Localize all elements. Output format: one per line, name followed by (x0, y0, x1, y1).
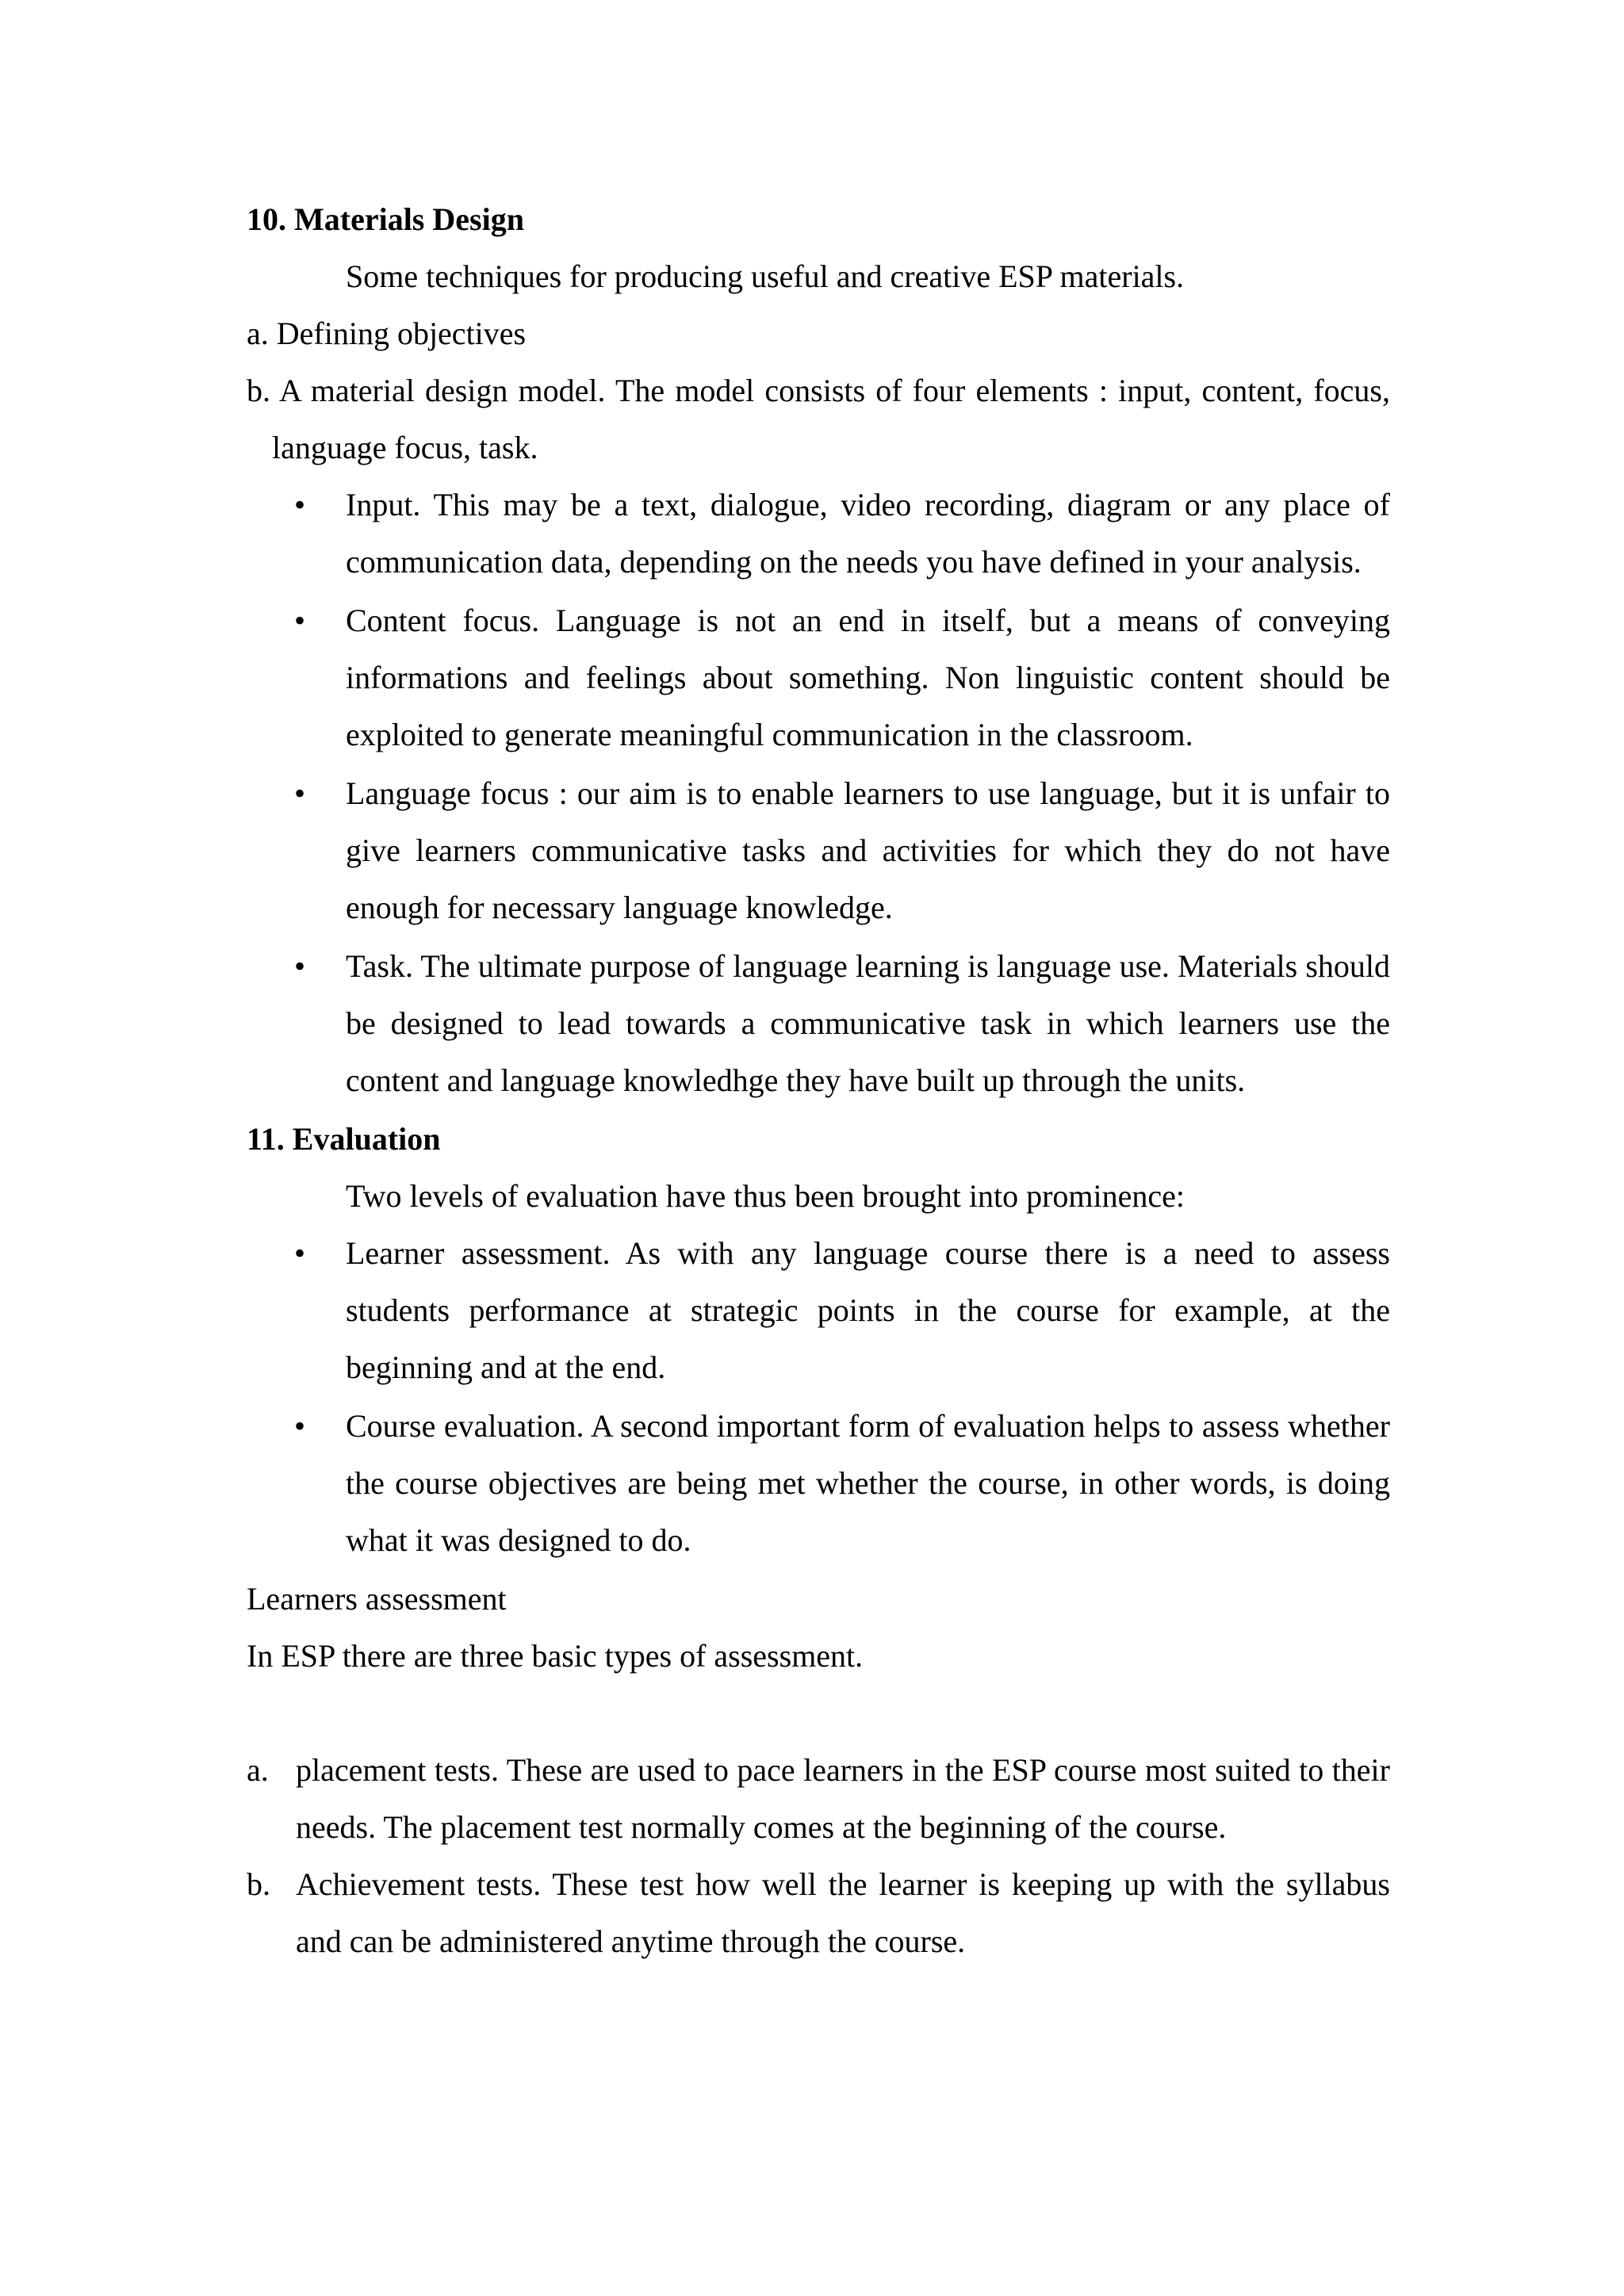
section-10-heading: 10. Materials Design (247, 201, 524, 237)
list-marker: b. (247, 1866, 270, 1902)
bullet-text: Input. This may be a text, dialogue, video recording, diagram or any place of communication data, depending on the needs you have defined in your analysis. (346, 487, 1390, 580)
materials-model-bullet-list (247, 476, 1390, 1109)
bullet-text: Language focus : our aim is to enable learners to use language, but it is unfair to give learners communicative tasks and activities for which they do not have enough for necessary language knowledge. (346, 775, 1390, 925)
bullet-icon: • (294, 1235, 306, 1271)
bullet-text: Task. The ultimate purpose of language learning is language use. Materials should be designed to lead towards a communicative task in which learners use the content and language knowledhge they have built up through the units. (346, 948, 1390, 1098)
bullet-text: Learner assessment. As with any language course there is a need to assess students performance at strategic points in the course for example, at the beginning and at the end. (346, 1235, 1390, 1385)
bullet-learner-assessment (247, 1225, 1390, 1396)
item-b-material-design-model: b. A material design model. The model consists of four elements : input, content, focus, language focus, task. (247, 373, 1390, 465)
bullet-icon: • (294, 487, 306, 522)
list-item-text: placement tests. These are used to pace learners in the ESP course most suited to their needs. The placement test normally comes at the beginning of the course. (296, 1752, 1390, 1845)
assessment-type-achievement (247, 1856, 1390, 1970)
assessment-type-placement (247, 1742, 1390, 1856)
bullet-icon: • (294, 948, 306, 984)
assessment-types-list (247, 1742, 1390, 1970)
evaluation-bullet-list (247, 1225, 1390, 1569)
bullet-text: Course evaluation. A second important form of evaluation helps to assess whether the course objectives are being met whether the course, in other words, is doing what it was designed to do. (346, 1408, 1390, 1558)
bullet-content-focus (247, 592, 1390, 763)
bullet-course-evaluation (247, 1398, 1390, 1569)
section-10-intro: Some techniques for producing useful and creative ESP materials. (346, 258, 1185, 294)
learners-assessment-subheading: Learners assessment (247, 1581, 507, 1617)
list-item-text: Achievement tests. These test how well the learner is keeping up with the syllabus and can be administered anytime through the course. (296, 1866, 1390, 1959)
document-body (247, 191, 1390, 1970)
bullet-icon: • (294, 775, 306, 811)
bullet-icon: • (294, 1408, 306, 1444)
bullet-icon: • (294, 603, 306, 638)
bullet-input (247, 476, 1390, 591)
item-a-defining-objectives: a. Defining objectives (247, 316, 527, 351)
assessment-types-lead: In ESP there are three basic types of assessment. (247, 1638, 864, 1674)
bullet-task (247, 938, 1390, 1109)
blank-line (247, 1685, 1390, 1742)
section-11-intro: Two levels of evaluation have thus been brought into prominence: (346, 1178, 1185, 1214)
bullet-language-focus (247, 765, 1390, 936)
bullet-text: Content focus. Language is not an end in itself, but a means of conveying informations and feelings about something. Non linguistic content should be exploited to generate meaningful communication in the classroom. (346, 603, 1390, 752)
list-marker: a. (247, 1752, 269, 1788)
section-11-heading: 11. Evaluation (247, 1121, 441, 1157)
